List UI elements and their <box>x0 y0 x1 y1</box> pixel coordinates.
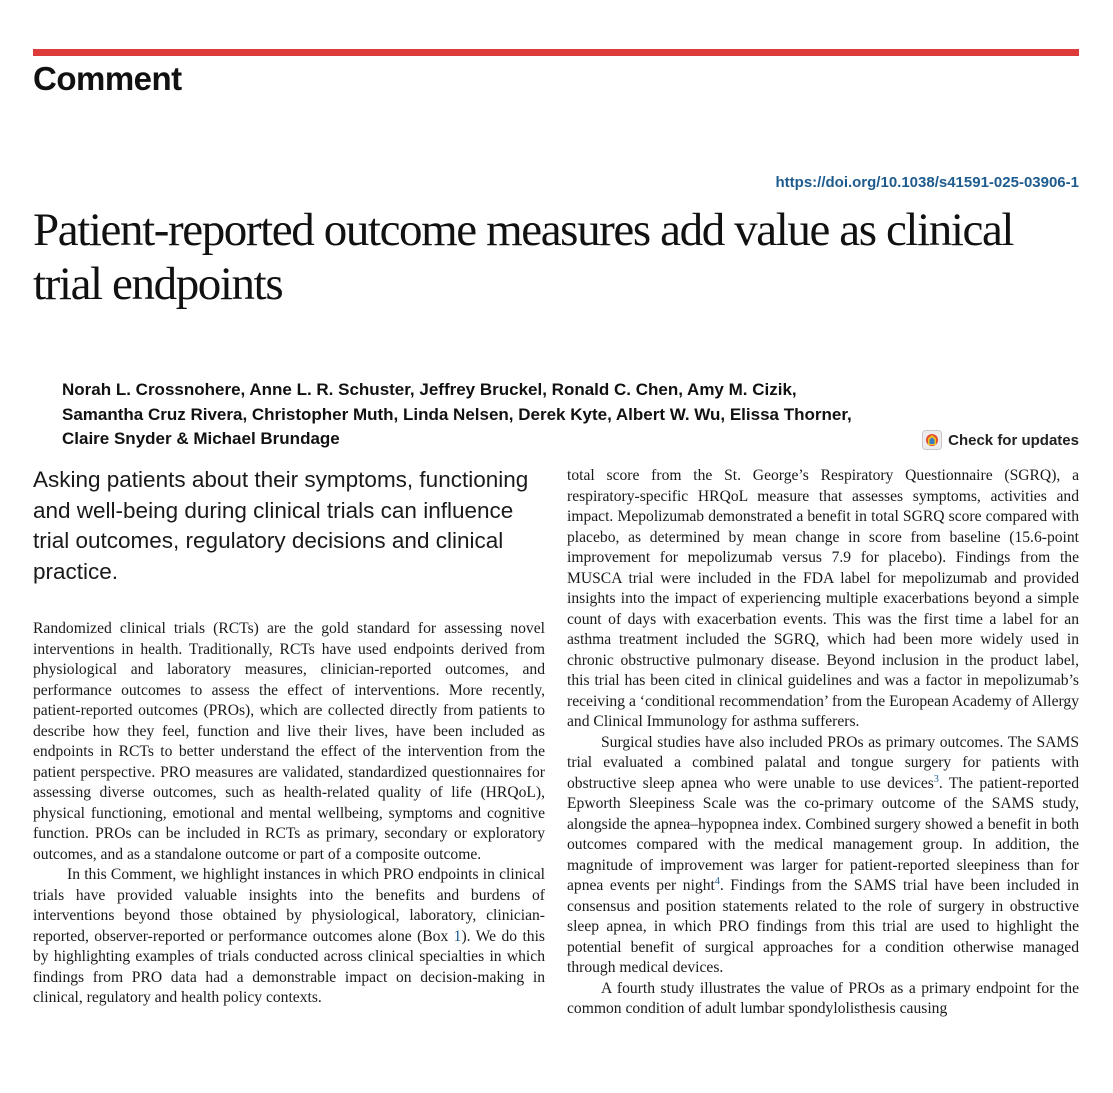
paragraph-text: Surgical studies have also included PROs as primary outcomes. The SAMS trial evaluated a combined palatal and tongue surgery for patients with obstructive sleep apnea who were unable to use devices <box>567 733 1079 792</box>
citation-link[interactable]: 3 <box>933 773 939 785</box>
right-column <box>567 466 1079 1020</box>
body-paragraph: total score from the St. George’s Respiratory Questionnaire (SGRQ), a respiratory-specific HRQoL measure that assesses symptoms, activities and impact. Mepolizumab demonstrated a benefit in total SGRQ score compared with placebo, as determined by mean change in score from baseline (15.6-point improvement for mepolizumab versus 7.9 for placebo). Findings from the MUSCA trial were included in the FDA label for mepolizumab and provided insights into the impact of experiencing multiple exacerbations beyond a simple count of days with exacerbation events. This was the first time a label for an asthma treatment included the SGRQ, which had been more widely used in chronic obstructive pulmonary disease. Beyond inclusion in the product label, this trial has been cited in clinical guidelines and was a factor in mepolizumab’s receiving a ‘conditional recommendation’ from the European Academy of Allergy and Clinical Immunology for asthma sufferers. <box>567 467 1079 730</box>
doi-link[interactable]: https://doi.org/10.1038/s41591-025-03906-1 <box>775 174 1079 191</box>
left-column <box>33 465 545 1009</box>
body-paragraph <box>567 733 1079 979</box>
check-for-updates-label: Check for updates <box>948 431 1079 449</box>
citation-link[interactable]: 4 <box>714 875 720 887</box>
check-for-updates-button[interactable] <box>922 430 1079 450</box>
body-paragraph: Randomized clinical trials (RCTs) are the gold standard for assessing novel interventions in health. Traditionally, RCTs have used endpoints derived from physiological and laboratory measures, clinician-reported outcomes, and performance outcomes to assess the effect of interventions. More recently, patient-reported outcomes (PROs), which are collected directly from patients to describe how they feel, function and live their lives, have been included as endpoints in RCTs to better understand the effect of the intervention from the patient perspective. PRO measures are validated, standardized questionnaires for assessing diverse outcomes, such as health-related quality of life (HRQoL), physical functioning, emotional and mental wellbeing, symptoms and cognitive function. PROs can be included in RCTs as primary, secondary or exploratory outcomes, and as a standalone outcome or part of a composite outcome. <box>33 620 545 863</box>
paragraph-text: . Findings from the SAMS trial have been included in consensus and position statements related to the role of surgery in obstructive sleep apnea, in which PRO findings from this trial are used to highlight the potential benefit of surgical approaches for a condition otherwise managed through medical devices. <box>567 877 1079 976</box>
section-label: Comment <box>33 60 182 97</box>
standfirst: Asking patients about their symptoms, functioning and well-being during clinical trials can influence trial outcomes, regulatory decisions and clinical practice. <box>33 467 529 584</box>
article-title: Patient-reported outcome measures add value as clinical trial endpoints <box>33 204 1014 310</box>
paragraph-text: ). We do this by highlighting examples of trials conducted across clinical specialties in which findings from PRO data had a demonstrable impact on decision-making in clinical, regulatory and health policy contexts. <box>33 927 545 1006</box>
body-paragraph: A fourth study illustrates the value of PROs as a primary endpoint for the common condition of adult lumbar spondylolisthesis causing <box>567 979 1079 1017</box>
paragraph-text: . The patient-reported Epworth Sleepiness Scale was the co-primary outcome of the SAMS study, alongside the apnea–hypopnea index. Combined surgery showed a benefit in both outcomes compared with the medical management group. In addition, the magnitude of improvement was larger for patient-reported sleepiness than for apnea events per night <box>567 774 1079 894</box>
author-list: Norah L. Crossnohere, Anne L. R. Schuster, Jeffrey Bruckel, Ronald C. Chen, Amy M. Cizik, Samantha Cruz Rivera, Christopher Muth, Linda Nelsen, Derek Kyte, Albert W. Wu, Elissa Thorner, Claire Snyder & Michael Brundage <box>62 380 852 448</box>
header-accent-rule <box>33 49 1079 56</box>
box-reference-link[interactable]: 1 <box>453 927 462 945</box>
body-paragraph <box>33 865 545 1009</box>
check-for-updates-icon <box>922 430 942 450</box>
paragraph-text: In this Comment, we highlight instances in which PRO endpoints in clinical trials have provided valuable insights into the benefits and burdens of interventions beyond those obtained by physiological, laboratory, clinician-reported, observer-reported or performance outcomes alone (Box <box>33 866 545 945</box>
